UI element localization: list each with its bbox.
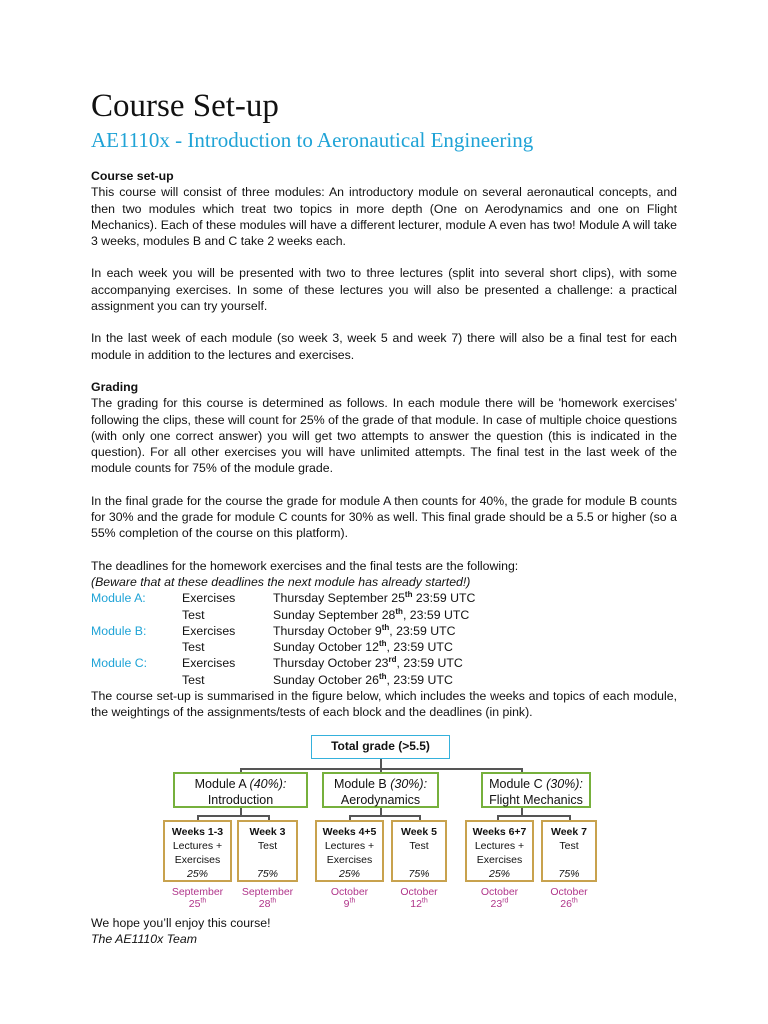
week-block-desc: Test xyxy=(409,840,429,852)
week-block xyxy=(163,820,232,882)
deadline-date-suffix: th xyxy=(381,622,390,632)
deadline-month: October xyxy=(550,886,588,898)
deadline-day-suffix: th xyxy=(200,897,207,905)
week-block-desc xyxy=(393,853,445,867)
week-block xyxy=(315,820,384,882)
deadline-month: October xyxy=(480,886,519,898)
deadline-date-text: Sunday October 26 xyxy=(273,672,379,687)
deadline-date-text: Thursday October 23 xyxy=(273,656,389,671)
module-a-topic: Introduction xyxy=(207,793,274,807)
deadline-type: Test xyxy=(182,640,205,655)
deadline-month: October xyxy=(400,886,438,898)
deadline-day: 12 xyxy=(410,898,422,910)
grading-paragraph-2: In the final grade for the course the grade for module A then counts for 40%, the grade for module B counts for 30% and the grade for module C counts for 30% as well. This final grade should be a 5.5 or higher (so a 55% completion of the course on this platform). xyxy=(91,493,677,541)
deadline-date-suffix: th xyxy=(395,606,403,616)
deadline-label xyxy=(309,886,390,910)
deadline-time: , 23:59 UTC xyxy=(402,607,470,622)
deadline-day: 9 xyxy=(343,898,350,910)
connector-line xyxy=(497,815,569,817)
deadline-date-suffix: th xyxy=(404,590,413,600)
deadline-date-suffix: th xyxy=(378,671,387,681)
total-grade-box: Total grade (>5.5) xyxy=(311,735,450,759)
connector-line xyxy=(349,815,419,817)
week-block-title: Weeks 4+5 xyxy=(322,826,377,838)
deadline-type: Test xyxy=(182,607,205,622)
deadline-day-suffix: th xyxy=(270,897,277,905)
closing-text: We hope you’ll enjoy this course! xyxy=(91,916,271,930)
deadline-module: Module B: xyxy=(91,623,147,638)
deadline-month: September xyxy=(241,886,294,898)
setup-heading: Course set-up xyxy=(91,169,174,183)
deadline-date-text: Thursday October 9 xyxy=(273,623,382,638)
deadline-type: Test xyxy=(182,672,205,687)
week-block-desc: Exercises xyxy=(476,854,523,866)
deadline-date xyxy=(273,655,677,671)
document-body xyxy=(91,168,677,721)
deadline-module: Module C: xyxy=(91,656,148,671)
deadline-month: September xyxy=(171,886,224,898)
week-block-desc: Lectures + xyxy=(474,840,525,852)
closing-block xyxy=(91,915,271,948)
week-block-title: Week 5 xyxy=(401,826,437,838)
week-block-desc: Test xyxy=(257,840,278,852)
module-b-name: Module B xyxy=(333,777,387,791)
page-title: Course Set-up xyxy=(91,88,279,124)
week-block-desc: Exercises xyxy=(326,854,373,866)
module-c-topic: Flight Mechanics xyxy=(489,793,583,807)
deadline-date xyxy=(273,623,677,639)
module-a-name: Module A xyxy=(194,777,247,791)
deadline-day-suffix: th xyxy=(349,897,356,905)
setup-paragraph-2: In each week you will be presented with two to three lectures (split into several short clips), with some accompanying exercises. In some of these lectures you will also be presented a challenge: a practical assignment you can try yourself. xyxy=(91,266,677,314)
grading-paragraph-1: The grading for this course is determined as follows. In each module there will be 'homework exercises' following the clips, these will count for 25% of the grade of that module. In case of multiple choice questions (with only one correct answer) you will get two attempts to answer the question (this is indicated in the question). For all other exercises you will have unlimited attempts. The final test in the last week of the module counts for 75% of the module grade. xyxy=(91,396,677,476)
week-block-title: Weeks 6+7 xyxy=(472,826,527,838)
week-block-weight: 25% xyxy=(338,868,360,880)
deadlines-intro: The deadlines for the homework exercises and the final tests are the following: xyxy=(91,558,519,573)
week-block-weight: 75% xyxy=(256,868,278,880)
week-block xyxy=(237,820,298,882)
week-block-weight: 75% xyxy=(408,868,430,880)
deadline-module: Module A: xyxy=(91,591,146,606)
deadline-day-suffix: rd xyxy=(502,897,509,905)
page-subtitle: AE1110x - Introduction to Aeronautical Engineering xyxy=(91,128,534,152)
connector-line xyxy=(521,807,523,815)
week-block-title: Week 3 xyxy=(249,826,286,838)
grading-heading: Grading xyxy=(91,379,139,394)
module-c-box xyxy=(481,772,591,808)
deadline-time: , 23:59 UTC xyxy=(386,640,453,655)
deadline-time: , 23:59 UTC xyxy=(389,623,456,638)
deadline-date xyxy=(273,639,677,655)
deadline-label xyxy=(385,886,453,910)
course-structure-diagram xyxy=(0,735,768,915)
module-b-box xyxy=(322,772,439,808)
deadline-label xyxy=(535,886,603,910)
deadline-date-text: Sunday October 12 xyxy=(273,640,379,655)
deadline-module xyxy=(91,672,182,688)
module-a-weight: (40%): xyxy=(249,777,287,791)
deadline-date-suffix: th xyxy=(378,639,387,649)
deadline-label xyxy=(231,886,304,910)
deadline-date xyxy=(273,607,677,623)
deadline-time: , 23:59 UTC xyxy=(386,672,453,687)
document-page xyxy=(91,86,677,721)
week-block-title: Weeks 1-3 xyxy=(171,826,224,838)
week-block xyxy=(541,820,597,882)
deadline-module xyxy=(91,607,182,623)
week-block-desc: Test xyxy=(559,840,579,852)
deadline-date xyxy=(273,672,677,688)
week-block xyxy=(391,820,447,882)
deadline-time: 23:59 UTC xyxy=(412,591,476,606)
summary-text: The course set-up is summarised in the figure below, which includes the weeks and topics of each module, the weightings of the assignments/tests of each block and the deadlines (in pink). xyxy=(91,689,677,720)
module-c-weight: (30%): xyxy=(546,777,583,791)
deadline-date xyxy=(273,590,677,606)
module-a-box xyxy=(173,772,308,808)
setup-paragraph-3: In the last week of each module (so week 3, week 5 and week 7) there will also be a final test for each module in addition to the lectures and exercises. xyxy=(91,331,677,362)
connector-line xyxy=(240,807,242,815)
connector-line xyxy=(380,807,382,815)
deadline-type: Exercises xyxy=(182,656,236,671)
week-block-weight: 25% xyxy=(186,868,208,880)
deadline-day-suffix: th xyxy=(421,897,428,905)
signature: The AE1110x Team xyxy=(91,932,197,947)
deadline-day: 28 xyxy=(258,898,271,910)
deadline-time: , 23:59 UTC xyxy=(396,656,463,671)
week-block-weight: 75% xyxy=(558,868,580,880)
week-block-desc: Lectures + xyxy=(324,840,375,852)
deadline-date-suffix: rd xyxy=(388,655,397,665)
connector-line xyxy=(197,815,268,817)
deadline-date-text: Thursday September 25 xyxy=(273,591,405,606)
week-block-desc xyxy=(543,853,595,867)
deadline-type: Exercises xyxy=(182,591,236,606)
connector-line xyxy=(380,758,382,768)
deadline-type: Exercises xyxy=(182,623,236,638)
deadline-month: October xyxy=(330,886,369,898)
module-c-name: Module C xyxy=(489,777,543,791)
deadline-list xyxy=(91,590,677,688)
week-block-weight: 25% xyxy=(488,868,510,880)
module-b-topic: Aerodynamics xyxy=(340,793,421,807)
week-block-title: Week 7 xyxy=(551,826,587,838)
week-block-desc: Lectures + xyxy=(172,840,223,852)
deadline-module xyxy=(91,639,182,655)
week-block-desc xyxy=(239,853,296,867)
deadline-day-suffix: th xyxy=(571,897,578,905)
module-b-weight: (30%): xyxy=(390,777,428,791)
week-block xyxy=(465,820,534,882)
week-block-desc: Exercises xyxy=(174,854,221,866)
deadline-label xyxy=(459,886,540,910)
deadline-day: 23 xyxy=(490,898,503,910)
setup-paragraph-1: This course will consist of three modules: An introductory module on several aeronautical concepts, and then two modules which treat two topics in more depth (One on Aerodynamics and one on Flight Mechanics). Each of these modules will have a different lecturer, module A even has two! Module A will take 3 weeks, modules B and C take 2 weeks each. xyxy=(91,185,677,249)
deadline-label xyxy=(157,886,238,910)
deadline-day: 26 xyxy=(560,898,572,910)
deadline-day: 25 xyxy=(188,898,201,910)
deadlines-note: (Beware that at these deadlines the next module has already started!) xyxy=(91,574,471,589)
deadline-date-text: Sunday September 28 xyxy=(273,607,396,622)
